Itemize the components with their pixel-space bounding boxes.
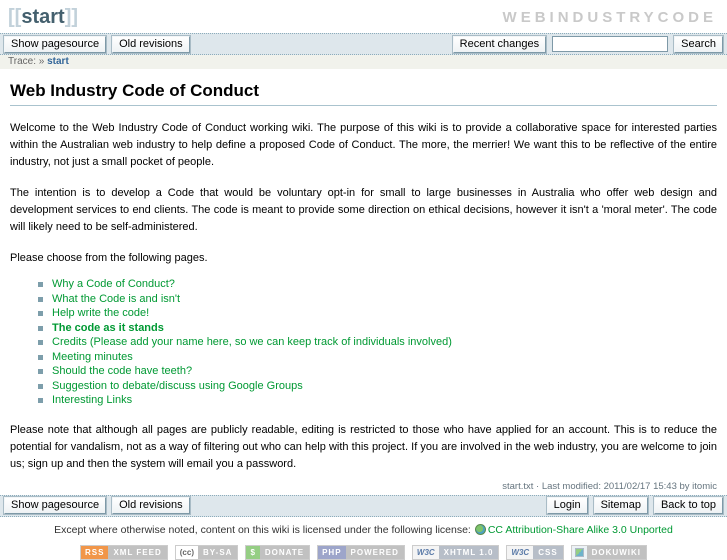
page-header <box>0 0 727 33</box>
list-item <box>38 306 717 321</box>
top-toolbar <box>0 33 727 55</box>
cc-badge-label: (cc) <box>176 546 198 559</box>
dokuwiki-badge[interactable] <box>571 545 647 560</box>
w3c-xhtml-badge[interactable] <box>412 545 500 560</box>
link-code-have-teeth[interactable]: Should the code have teeth? <box>52 365 193 377</box>
list-item <box>38 364 717 379</box>
search-button[interactable]: Search <box>674 36 723 53</box>
donate-badge-label: DONATE <box>260 546 309 559</box>
link-help-write-the-code[interactable]: Help write the code! <box>52 307 150 319</box>
list-item <box>38 393 717 408</box>
login-button[interactable]: Login <box>547 497 588 514</box>
logo-bracket-close: ]] <box>64 6 79 28</box>
license-text: Except where otherwise noted, content on this wiki is licensed under the following license: <box>54 523 471 536</box>
logo-bracket-open: [[ <box>8 6 22 28</box>
list-item <box>38 335 717 350</box>
php-badge-label: PHP <box>318 546 345 559</box>
dokuwiki-badge-label: DOKUWIKI <box>587 546 646 559</box>
xhtml-badge-label: XHTML 1.0 <box>439 546 499 559</box>
recent-changes-button[interactable]: Recent changes <box>453 36 547 53</box>
list-item <box>38 321 717 336</box>
link-google-groups[interactable]: Suggestion to debate/discuss using Google Groups <box>52 379 303 392</box>
site-name: WEBINDUSTRYCODE <box>502 9 717 26</box>
old-revisions-button-bottom[interactable]: Old revisions <box>112 497 190 514</box>
list-item <box>38 277 717 292</box>
link-interesting-links[interactable]: Interesting Links <box>52 394 133 406</box>
footer-badges <box>0 540 727 560</box>
dokuwiki-icon <box>572 546 587 559</box>
rss-badge-label: RSS <box>81 546 108 559</box>
page-link-list <box>38 277 717 408</box>
page-meta-info: start.txt · Last modified: 2011/02/17 15:43 by itomic <box>502 480 717 492</box>
powered-badge-label: POWERED <box>346 546 404 559</box>
choose-paragraph: Please choose from the following pages. <box>10 252 208 264</box>
toolbar-right-group <box>447 36 723 53</box>
link-credits[interactable]: Credits (Please add your name here, so we can keep track of individuals involved) <box>52 336 452 348</box>
old-revisions-button[interactable]: Old revisions <box>112 36 190 53</box>
breadcrumb-separator: » <box>38 56 45 67</box>
w3c-logo-text: W3C <box>507 546 533 559</box>
w3c-css-badge[interactable] <box>506 545 563 560</box>
toolbar-right-group <box>541 497 723 514</box>
cc-by-sa-badge[interactable] <box>175 545 239 560</box>
dollar-badge-label: $ <box>246 546 259 559</box>
w3c-logo-text: W3C <box>413 546 439 559</box>
page-title: Web Industry Code of Conduct <box>10 81 717 106</box>
link-why-code-of-conduct[interactable]: Why a Code of Conduct? <box>52 278 175 290</box>
wiki-logo-link[interactable] <box>8 6 78 28</box>
page-content <box>0 69 727 495</box>
donate-badge[interactable] <box>245 545 310 560</box>
list-item <box>38 350 717 365</box>
breadcrumb-link-start[interactable]: start <box>47 56 69 67</box>
back-to-top-button[interactable]: Back to top <box>654 497 723 514</box>
search-input[interactable] <box>552 36 668 52</box>
sitemap-button[interactable]: Sitemap <box>594 497 648 514</box>
show-pagesource-button[interactable]: Show pagesource <box>4 36 106 53</box>
bottom-toolbar <box>0 495 727 517</box>
list-item <box>38 292 717 307</box>
php-powered-badge[interactable] <box>317 545 405 560</box>
link-meeting-minutes[interactable]: Meeting minutes <box>52 350 133 363</box>
logo-page-name: start <box>21 6 65 28</box>
link-code-as-it-stands[interactable]: The code as it stands <box>52 321 164 334</box>
note-paragraph: Please note that although all pages are publicly readable, editing is restricted to those who have applied for an account. This is to reduce the potential for vandalism, not as a way of filtering out who can help with this project. If you are involved in the web industry, you are welcome to join us; sign up and then the system will email you a password. <box>10 423 717 470</box>
cc-license-icon <box>475 524 486 535</box>
show-pagesource-button-bottom[interactable]: Show pagesource <box>4 497 106 514</box>
intro-paragraph: Welcome to the Web Industry Code of Conduct working wiki. The purpose of this wiki is to provide a collaborative space for interested parties within the Australian web industry to help define a proposed Code of Conduct. The more, the merrier! We want this to be reflective of the entire industry, not just a small pocket of people. <box>10 122 717 168</box>
breadcrumb-label: Trace: <box>8 56 36 67</box>
breadcrumb <box>0 55 727 69</box>
rss-feed-badge[interactable] <box>80 545 168 560</box>
link-what-the-code-is[interactable]: What the Code is and isn't <box>52 292 181 305</box>
license-notice <box>0 517 727 540</box>
list-item <box>38 379 717 394</box>
by-sa-badge-label: BY-SA <box>198 546 237 559</box>
css-badge-label: CSS <box>533 546 562 559</box>
xml-feed-badge-label: XML FEED <box>108 546 166 559</box>
intention-paragraph: The intention is to develop a Code that would be voluntary opt-in for small to large businesses in Australia who offer web design and development services to end clients. The code is meant to provide some direction on ethical decisions, however it isn't a 'moral meter'. The code will likely need to be self-administered. <box>10 187 717 233</box>
license-link[interactable]: CC Attribution-Share Alike 3.0 Unported <box>487 523 673 536</box>
